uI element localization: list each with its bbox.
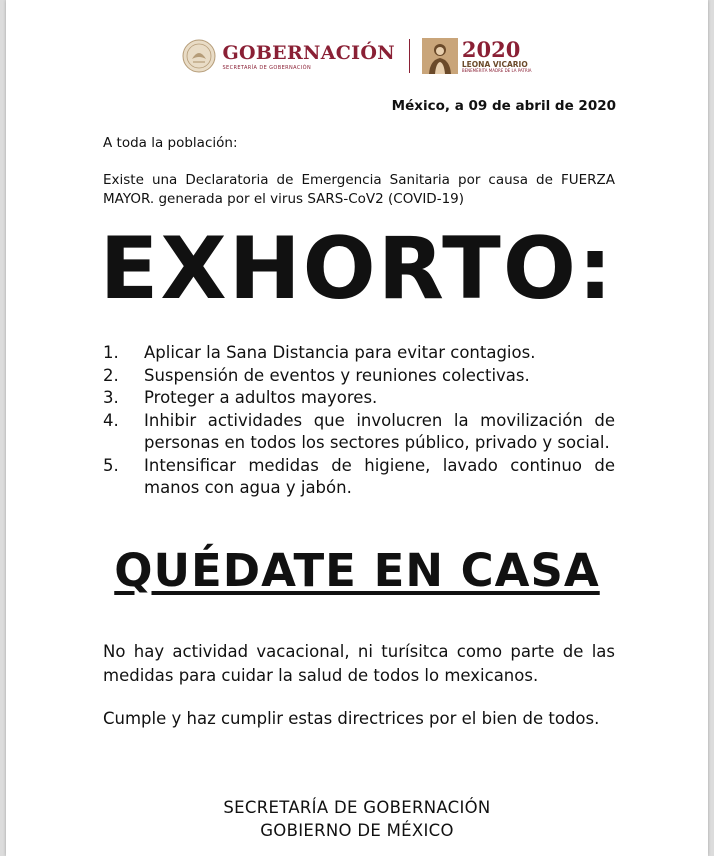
document-page — [6, 0, 708, 856]
list-item-text: Aplicar la Sana Distancia para evitar contagios. — [144, 343, 536, 362]
signature-block — [6, 796, 708, 842]
list-item — [103, 410, 615, 455]
footer-line-secretaria: SECRETARÍA DE GOBERNACIÓN — [223, 798, 491, 817]
list-item-number: 3. — [103, 388, 119, 407]
list-item — [103, 455, 615, 500]
list-item-number: 4. — [103, 410, 119, 430]
year-tagline: BENEMÉRITA MADRE DE LA PATRIA — [461, 68, 532, 74]
compliance-paragraph: Cumple y haz cumplir estas directrices por el bien de todos. — [103, 709, 600, 728]
footer-line-gobierno: GOBIERNO DE MÉXICO — [260, 821, 454, 840]
list-item-number: 5. — [103, 455, 119, 475]
leona-vicario-portrait-icon — [422, 38, 458, 74]
year-number: 2020 — [461, 36, 521, 62]
list-item-text: Suspensión de eventos y reuniones colectivas. — [144, 365, 530, 385]
year-honoree: LEONA VICARIO — [461, 59, 528, 69]
gobernacion-logo — [182, 39, 394, 73]
greeting: A toda la población: — [103, 135, 238, 151]
list-item-number: 1. — [103, 343, 119, 362]
letterhead — [6, 36, 708, 76]
list-item-number: 2. — [103, 365, 119, 385]
slogan-heading — [6, 544, 708, 597]
exhorto-heading: EXHORTO: — [99, 219, 615, 319]
list-item-text: Inhibir actividades que involucren la movilización de personas en todos los sectores público, privado y social. — [144, 410, 615, 452]
intro-paragraph: Existe una Declaratoria de Emergencia Sanitaria por causa de FUERZA MAYOR. generada por el virus SARS-CoV2 (COVID-19) — [103, 172, 615, 207]
year-logo — [422, 38, 532, 74]
list-item — [103, 387, 615, 410]
list-item — [103, 342, 615, 365]
letter-date: México, a 09 de abril de 2020 — [391, 98, 616, 114]
list-item-text: Proteger a adultos mayores. — [144, 388, 378, 407]
gobernacion-title: GOBERNACIÓN — [222, 41, 395, 64]
list-item — [103, 365, 615, 388]
vacation-notice-paragraph: No hay actividad vacacional, ni turísitca como parte de las medidas para cuidar la salud de todos lo mexicanos. — [103, 642, 615, 685]
measures-list — [103, 342, 615, 500]
header-divider — [409, 39, 410, 73]
list-item-text: Intensificar medidas de higiene, lavado continuo de manos con agua y jabón. — [144, 455, 615, 497]
gobernacion-subtitle: SECRETARÍA DE GOBERNACIÓN — [222, 64, 312, 71]
national-seal-icon — [182, 39, 216, 73]
slogan-text: QUÉDATE EN CASA — [114, 544, 600, 597]
